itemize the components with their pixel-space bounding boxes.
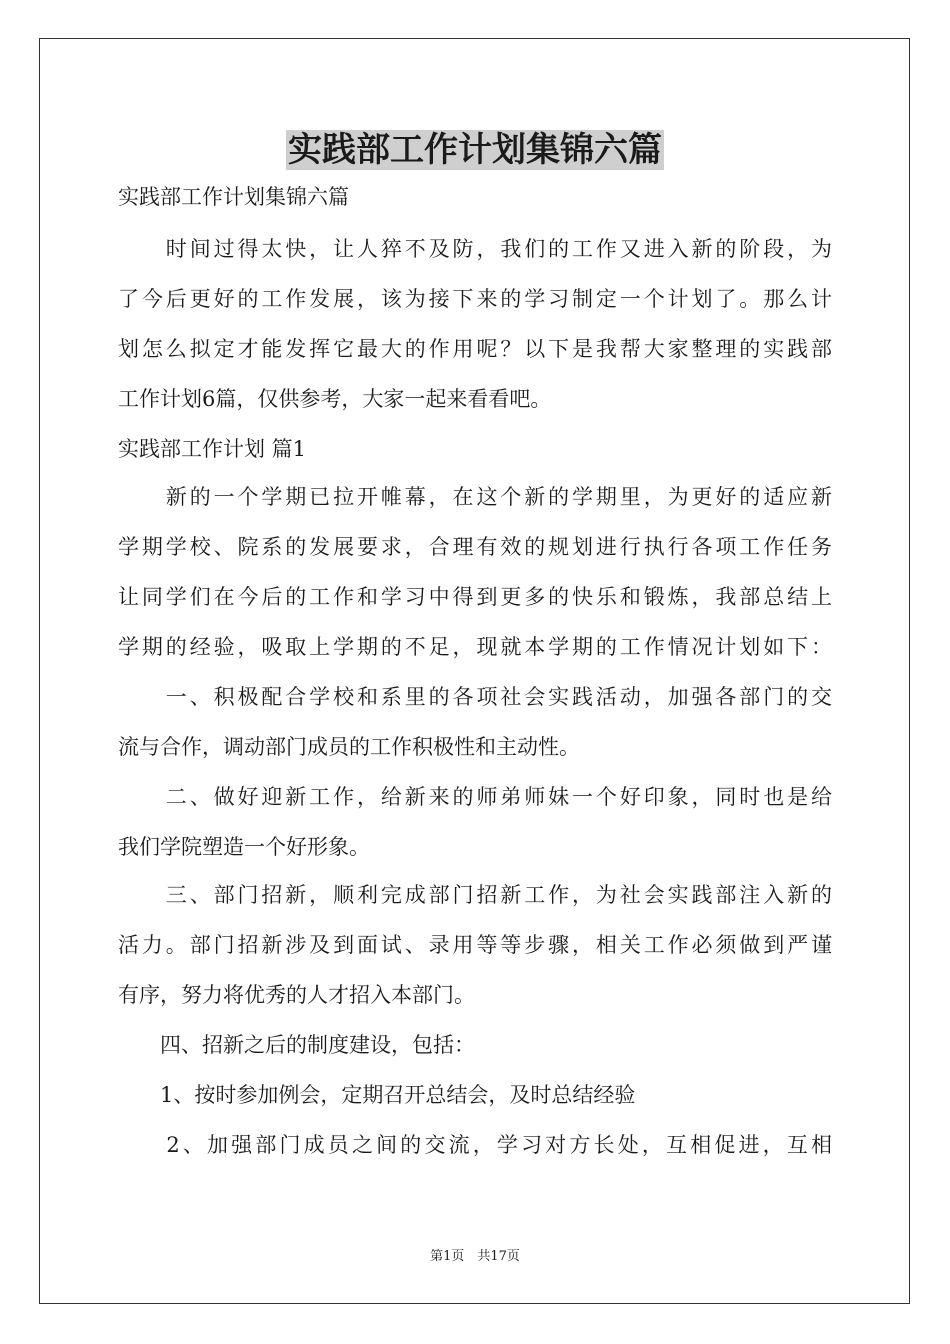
paragraph-line: 工作计划6篇，仅供参考，大家一起来看看吧。 — [118, 387, 552, 411]
page-footer: 第1页 共17页 — [430, 1249, 520, 1264]
paragraph-line: 划怎么拟定才能发挥它最大的作用呢？以下是我帮大家整理的实践部 — [118, 337, 832, 361]
paragraph-line: 二、做好迎新工作，给新来的师弟师妹一个好印象，同时也是给 — [118, 785, 832, 809]
paragraph-line: 有序，努力将优秀的人才招入本部门。 — [118, 983, 475, 1007]
section-heading: 实践部工作计划 篇1 — [118, 437, 307, 461]
list-item: 2、加强部门成员之间的交流，学习对方长处，互相促进，互相 — [118, 1133, 832, 1157]
paragraph-line: 四、招新之后的制度建设，包括： — [118, 1033, 475, 1057]
paragraph-line: 流与合作，调动部门成员的工作积极性和主动性。 — [118, 735, 580, 759]
paragraph-line: 三、部门招新，顺利完成部门招新工作，为社会实践部注入新的 — [118, 883, 832, 907]
subtitle-line: 实践部工作计划集锦六篇 — [118, 185, 349, 209]
paragraph-line: 新的一个学期已拉开帷幕，在这个新的学期里，为更好的适应新 — [118, 485, 832, 509]
paragraph-line: 学期的经验，吸取上学期的不足，现就本学期的工作情况计划如下： — [118, 635, 832, 659]
document-title — [0, 128, 950, 172]
paragraph-line: 一、积极配合学校和系里的各项社会实践活动，加强各部门的交 — [118, 685, 832, 709]
page-border — [39, 38, 910, 1304]
paragraph-line: 我们学院塑造一个好形象。 — [118, 835, 370, 859]
paragraph-line: 活力。部门招新涉及到面试、录用等等步骤，相关工作必须做到严谨 — [118, 933, 832, 957]
list-item: 1、按时参加例会，定期召开总结会，及时总结经验 — [118, 1083, 636, 1107]
paragraph-line: 了今后更好的工作发展，该为接下来的学习制定一个计划了。那么计 — [118, 287, 832, 311]
paragraph-line: 学期学校、院系的发展要求，合理有效的规划进行执行各项工作任务 — [118, 535, 832, 559]
paragraph-line: 时间过得太快，让人猝不及防，我们的工作又进入新的阶段，为 — [118, 237, 832, 261]
paragraph-line: 让同学们在今后的工作和学习中得到更多的快乐和锻炼，我部总结上 — [118, 585, 832, 609]
document-title-text: 实践部工作计划集锦六篇 — [288, 130, 662, 170]
